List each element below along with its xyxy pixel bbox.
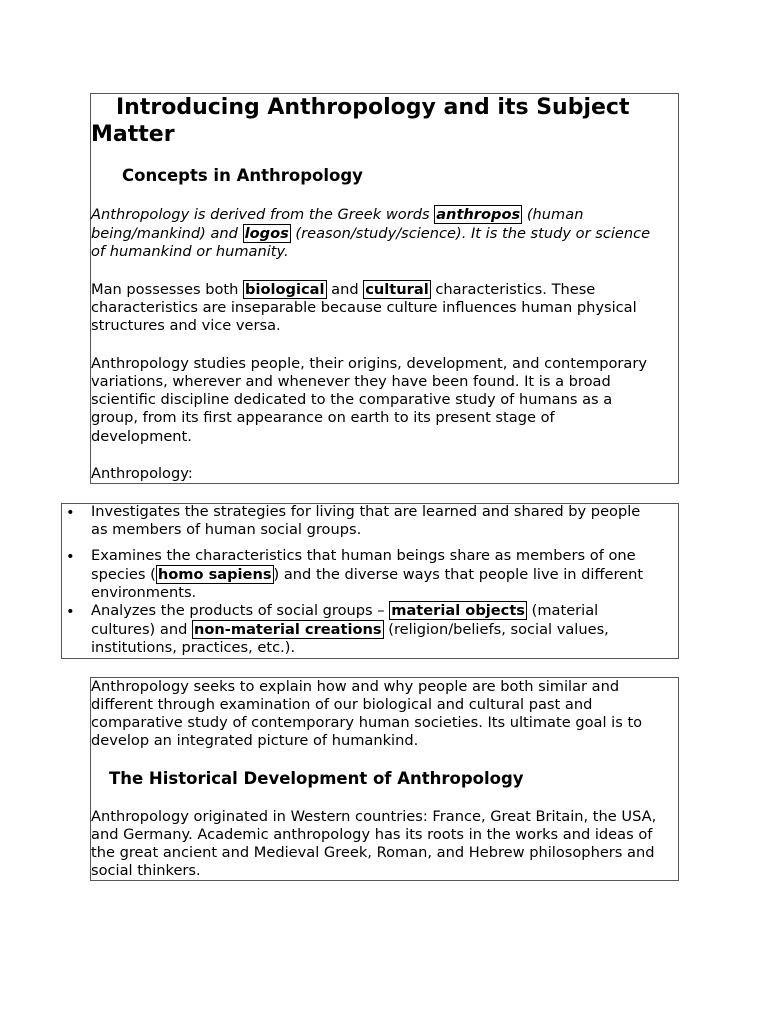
bullet-icon: • (66, 603, 75, 620)
page-title: Introducing Anthropology and its Subject (116, 95, 630, 120)
concepts-heading: Concepts in Anthropology (122, 166, 363, 185)
term-non-material-creations: non-material creations (194, 621, 382, 638)
term-homo-sapiens: homo sapiens (157, 566, 272, 583)
term-material-objects: material objects (391, 602, 525, 619)
term-cultural: cultural (365, 281, 429, 298)
history-heading: The Historical Development of Anthropology (109, 769, 524, 788)
term-anthropos: anthropos (436, 206, 521, 223)
bullet-icon: • (66, 504, 75, 521)
bullet-icon: • (66, 548, 75, 565)
anthropology-label: Anthropology: (91, 465, 193, 482)
term-logos: logos (244, 225, 289, 242)
term-biological: biological (245, 281, 325, 298)
page-title-cont: Matter (91, 122, 175, 147)
